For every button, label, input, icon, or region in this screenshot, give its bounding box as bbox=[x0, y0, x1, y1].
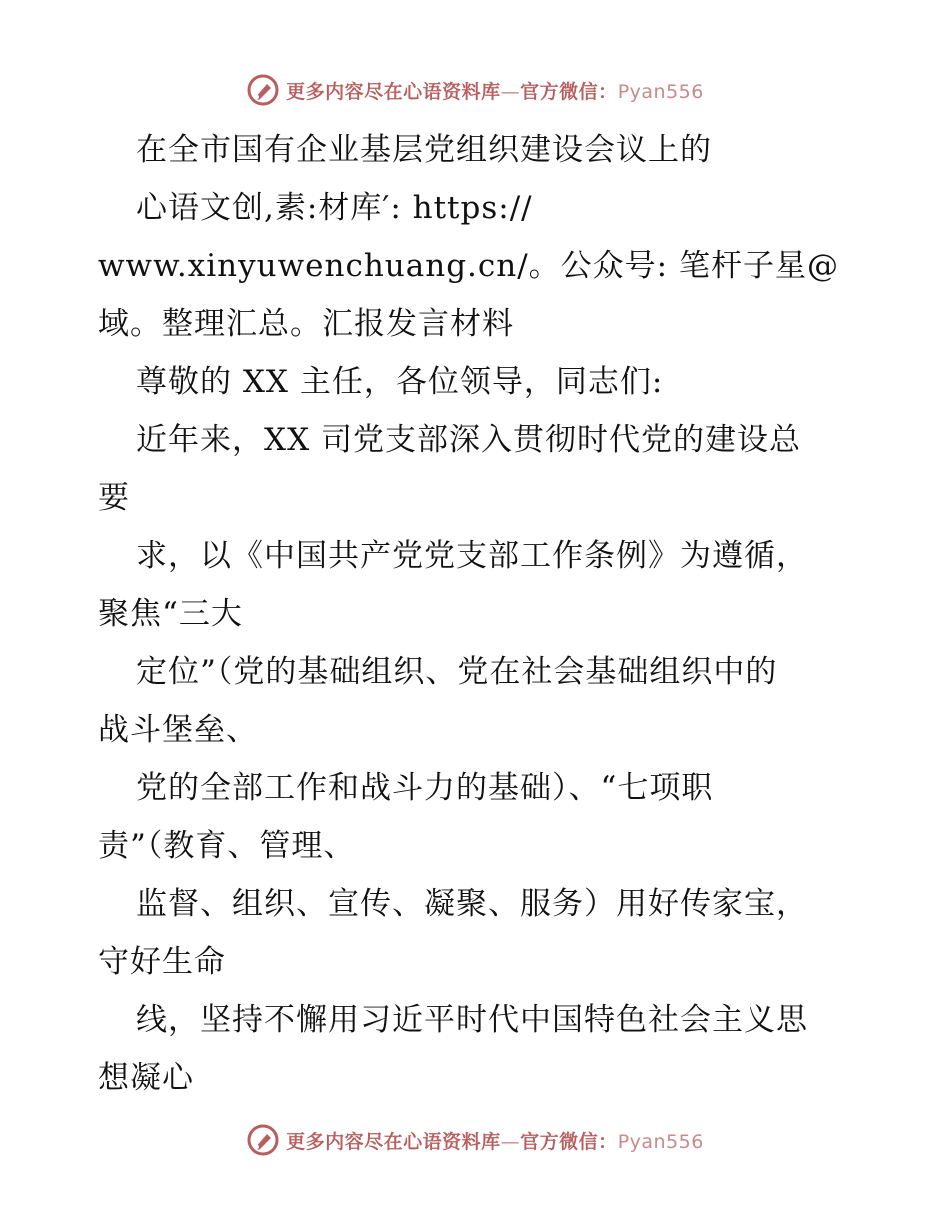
banner-wechat-label: 官方微信： bbox=[520, 1130, 618, 1153]
document-line: 近年来，XX 司党支部深入贯彻时代党的建设总 bbox=[136, 422, 801, 458]
document-line: 责”（教育、管理、 bbox=[98, 828, 356, 864]
header-banner bbox=[0, 70, 950, 110]
document-line: 聚焦“三大 bbox=[98, 596, 243, 632]
banner-brand: 更多内容尽在心语资料库 bbox=[286, 80, 501, 103]
document-line: 心语文创,素:材库′: https:// bbox=[136, 190, 533, 226]
banner-text bbox=[286, 1127, 704, 1154]
document-line: 求，以《中国共产党党支部工作条例》为遵循， bbox=[136, 538, 808, 574]
document-line: 想凝心 bbox=[98, 1060, 194, 1096]
document-line: 在全市国有企业基层党组织建设会议上的 bbox=[136, 132, 712, 168]
banner-separator: — bbox=[500, 1130, 521, 1153]
banner-wechat-id: Pyan556 bbox=[617, 80, 704, 103]
document-line: 守好生命 bbox=[98, 944, 226, 980]
banner-text bbox=[286, 77, 704, 104]
document-line: 定位”（党的基础组织、党在社会基础组织中的 bbox=[136, 654, 778, 690]
document-line: 线，坚持不懈用习近平时代中国特色社会主义思 bbox=[136, 1002, 808, 1038]
document-line: www.xinyuwenchuang.cn/。公众号: 笔杆子星@ bbox=[98, 248, 839, 284]
document-line: 监督、组织、宣传、凝聚、服务）用好传家宝， bbox=[136, 886, 808, 922]
pen-nib-circle-icon bbox=[246, 1123, 280, 1157]
pen-nib-circle-icon bbox=[246, 73, 280, 107]
document-line: 尊敬的 XX 主任，各位领导，同志们: bbox=[136, 364, 664, 400]
document-line: 党的全部工作和战斗力的基础）、“七项职 bbox=[136, 770, 714, 806]
banner-wechat-id: Pyan556 bbox=[617, 1130, 704, 1153]
footer-banner bbox=[0, 1120, 950, 1160]
banner-brand: 更多内容尽在心语资料库 bbox=[286, 1130, 501, 1153]
banner-separator: — bbox=[500, 80, 521, 103]
document-line: 战斗堡垒、 bbox=[98, 712, 258, 748]
document-line: 域。整理汇总。汇报发言材料 bbox=[98, 306, 514, 342]
banner-wechat-label: 官方微信： bbox=[520, 80, 618, 103]
document-line: 要 bbox=[98, 480, 130, 516]
